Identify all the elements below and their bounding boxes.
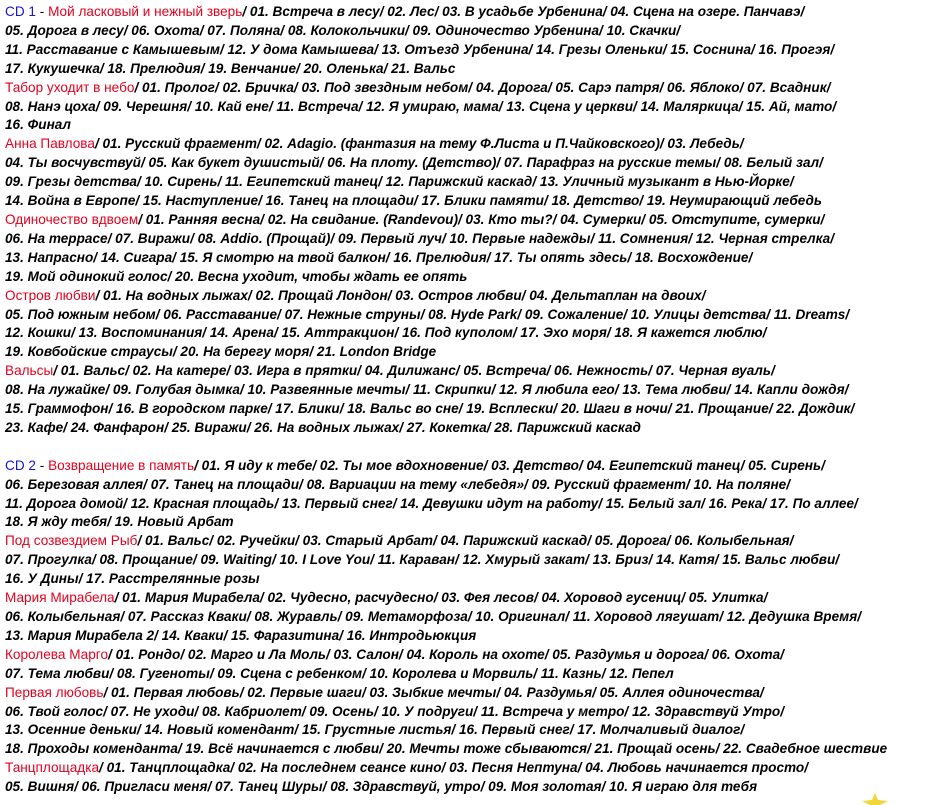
- track-line: 07. Прогулка/ 08. Прощание/ 09. Waiting/ 10. I Love You/ 11. Караван/ 12. Хмурый закат/ 13. Бриз/ 14. Катя/ 15. Вальс любви/: [5, 552, 840, 568]
- track-line: 11. Расставание с Камышевым/ 12. У дома Камышева/ 13. Отъезд Урбенина/ 14. Грезы Оленьки/ 15. Соснина/ 16. Прогэя/: [5, 41, 835, 57]
- album-title: Остров любви: [5, 287, 96, 303]
- album-cd1-6: [5, 362, 933, 438]
- track-line: / 01. Я иду к тебе/ 02. Ты мое вдохновение/ 03. Детство/ 04. Египетский танец/ 05. Сирень/: [194, 457, 825, 473]
- album-cd2-3: [5, 589, 933, 646]
- cd-dash: -: [35, 457, 49, 473]
- tracklist-page: [5, 3, 933, 797]
- album-title: Первая любовь: [5, 684, 104, 700]
- track-line: 08. На лужайке/ 09. Голубая дымка/ 10. Развеянные мечты/ 11. Скрипки/ 12. Я любила его/ 13. Тема любви/ 14. Капли дождя/: [5, 382, 849, 398]
- track-line: 13. Напрасно/ 14. Сигара/ 15. Я смотрю на твой балкон/ 16. Прелюдия/ 17. Ты опять здесь/ 18. Восхождение/: [5, 249, 753, 265]
- track-line: 18. Я жду тебя/ 19. Новый Арбат: [5, 514, 234, 530]
- album-title: Одиночество вдвоем: [5, 211, 139, 227]
- album-title: Мой ласковый и нежный зверь: [48, 4, 243, 19]
- album-cd2-4: [5, 646, 933, 684]
- track-line: 06. Березовая аллея/ 07. Танец на площади/ 08. Вариации на тему «лебедя»/ 09. Русский фрагмент/ 10. На поляне/: [5, 476, 790, 492]
- album-title: Танцплощадка: [5, 760, 100, 776]
- track-line: / 01. Русский фрагмент/ 02. Adagio. (фантазия на тему Ф.Листа и П.Чайковского)/ 03. Лебедь/: [94, 136, 744, 152]
- star-shape: [862, 793, 888, 805]
- track-line: 07. Тема любви/ 08. Гугеноты/ 09. Сцена с ребенком/ 10. Королева и Морвиль/ 11. Казнь/ 12. Пепел: [5, 665, 674, 681]
- track-line: / 01. Ранняя весна/ 02. На свидание. (Randevou)/ 03. Кто ты?/ 04. Сумерки/ 05. Отступите, сумерки/: [138, 211, 825, 227]
- track-line: 06. На террасе/ 07. Виражи/ 08. Addio. (Прощай)/ 09. Первый луч/ 10. Первые надежды/ 11. Сомнения/ 12. Черная стрелка/: [5, 230, 835, 246]
- track-line: / 01. Рондо/ 02. Марго и Ла Моль/ 03. Салон/ 04. Король на охоте/ 05. Раздумья и дорога/ 06. Охота/: [108, 646, 784, 662]
- track-line: / 01. Вальс/ 02. Ручейки/ 03. Старый Арбат/ 04. Парижский каскад/ 05. Дорога/ 06. Колыбельная/: [137, 533, 794, 549]
- track-line: / 01. Встреча в лесу/ 02. Лес/ 03. В усадьбе Урбенина/ 04. Сцена на озере. Панчавэ/: [242, 4, 805, 19]
- track-line: 23. Кафе/ 24. Фанфарон/ 25. Виражи/ 26. На водных лыжах/ 27. Кокетка/ 28. Парижский каскад: [5, 419, 641, 435]
- album-cd2-1: [5, 457, 933, 533]
- track-line: / 01. Вальс/ 02. На катере/ 03. Игра в прятки/ 04. Дилижанс/ 05. Встреча/ 06. Нежность/ 07. Черная вуаль/: [53, 363, 775, 379]
- album-title: Вальсы: [5, 363, 54, 379]
- track-line: 05. Под южным небом/ 06. Расставание/ 07. Нежные струны/ 08. Hyde Park/ 09. Сожаление/ 10. Улицы детства/ 11. Dreams/: [5, 306, 850, 322]
- track-line: 12. Кошки/ 13. Воспоминания/ 14. Арена/ 15. Аттракцион/ 16. Под куполом/ 17. Эхо моря/ 18. Я кажется люблю/: [5, 325, 767, 341]
- track-line: 14. Война в Европе/ 15. Наступление/ 16. Танец на площади/ 17. Блики памяти/ 18. Детство/ 19. Неумирающий лебедь: [5, 193, 822, 209]
- cd-dash: -: [35, 4, 49, 19]
- track-line: 05. Вишня/ 06. Пригласи меня/ 07. Танец Шуры/ 08. Здравствуй, утро/ 09. Моя золотая/ 10. Я играю для тебя: [5, 779, 758, 795]
- track-line: 06. Твой голос/ 07. Не уходи/ 08. Кабриолет/ 09. Осень/ 10. У подруги/ 11. Встреча у метро/ 12. Здравствуй Утро/: [5, 703, 785, 719]
- track-line: 09. Грезы детства/ 10. Сирень/ 11. Египетский танец/ 12. Парижский каскад/ 13. Уличный музыкант в Нью-Йорке/: [5, 174, 794, 190]
- track-line: 04. Ты восчувствуй/ 05. Как букет душистый/ 06. На плоту. (Детство)/ 07. Парафраз на русские темы/ 08. Белый зал/: [5, 155, 823, 171]
- track-line: 06. Колыбельная/ 07. Рассказ Кваки/ 08. Журавль/ 09. Метаморфоза/ 10. Оригинал/ 11. Хоровод лягушат/ 12. Дедушка Время/: [5, 608, 861, 624]
- track-line: / 01. Танцплощадка/ 02. На последнем сеансе кино/ 03. Песня Нептуна/ 04. Любовь начинается просто/: [99, 760, 809, 776]
- track-line: / 01. Мария Мирабела/ 02. Чудесно, расчудесно/ 03. Фея лесов/ 04. Хоровод гусениц/ 05. Улитка/: [114, 590, 768, 606]
- album-cd1-4: [5, 211, 933, 287]
- track-line: 13. Мария Мирабела 2/ 14. Кваки/ 15. Фаразитина/ 16. Интродьюкция: [5, 627, 477, 643]
- track-line: / 01. На водных лыжах/ 02. Прощай Лондон/ 03. Остров любви/ 04. Дельтаплан на двоих/: [95, 287, 706, 303]
- album-cd2-6: [5, 759, 933, 797]
- track-line: / 01. Первая любовь/ 02. Первые шаги/ 03. Зыбкие мечты/ 04. Раздумья/ 05. Аллея одиночества/: [103, 684, 764, 700]
- album-title: Возвращение в память: [48, 457, 195, 473]
- track-line: 13. Осенние деньки/ 14. Новый комендант/ 15. Грустные листья/ 16. Первый снег/ 17. Молчаливый диалог/: [5, 722, 745, 738]
- album-title: Мария Мирабела: [5, 590, 115, 606]
- track-line: 11. Дорога домой/ 12. Красная площадь/ 13. Первый снег/ 14. Девушки идут на работу/ 15. Белый зал/ 16. Река/ 17. По аллее/: [5, 495, 858, 511]
- album-title: Анна Павлова: [5, 136, 95, 152]
- album-title: Королева Марго: [5, 646, 109, 662]
- cd-label: CD 1: [5, 4, 36, 19]
- track-line: / 01. Пролог/ 02. Бричка/ 03. Под звездным небом/ 04. Дорога/ 05. Сарэ патря/ 06. Яблоко/ 07. Всадник/: [134, 79, 831, 95]
- track-line: 18. Проходы коменданта/ 19. Всё начинается с любви/ 20. Мечты тоже сбываются/ 21. Прощай осень/ 22. Свадебное шествие: [5, 741, 888, 757]
- album-title: Под созвездием Рыб: [5, 533, 138, 549]
- track-line: 16. У Дины/ 17. Расстрелянные розы: [5, 571, 260, 587]
- album-cd2-5: [5, 684, 933, 760]
- track-line: 19. Мой одинокий голос/ 20. Весна уходит, чтобы ждать ее опять: [5, 268, 468, 284]
- track-line: 05. Дорога в лесу/ 06. Охота/ 07. Поляна/ 08. Колокольчики/ 09. Одиночество Урбенина/ 10. Скачки/: [5, 22, 681, 38]
- cd-separator: [5, 438, 933, 457]
- album-title: Табор уходит в небо: [5, 79, 135, 95]
- album-cd1-1: [5, 3, 933, 79]
- track-line: 08. Нанэ цоха/ 09. Черешня/ 10. Кай ене/ 11. Встреча/ 12. Я умираю, мама/ 13. Сцена у церкви/ 14. Маляркица/ 15. Ай, мато/: [5, 98, 837, 114]
- corner-star-icon: [862, 793, 888, 805]
- track-line: 16. Финал: [5, 117, 71, 133]
- cd-label: CD 2: [5, 457, 36, 473]
- album-cd1-2: [5, 79, 933, 136]
- track-line: 19. Ковбойские страусы/ 20. На берегу моря/ 21. London Bridge: [5, 344, 437, 360]
- track-line: 17. Кукушечка/ 18. Прелюдия/ 19. Венчание/ 20. Оленька/ 21. Вальс: [5, 60, 456, 76]
- track-line: 15. Граммофон/ 16. В городском парке/ 17. Блики/ 18. Вальс во сне/ 19. Всплески/ 20. Шаги в ночи/ 21. Прощание/ 22. Дождик/: [5, 401, 855, 417]
- album-cd2-2: [5, 532, 933, 589]
- album-cd1-5: [5, 287, 933, 363]
- album-cd1-3: [5, 135, 933, 211]
